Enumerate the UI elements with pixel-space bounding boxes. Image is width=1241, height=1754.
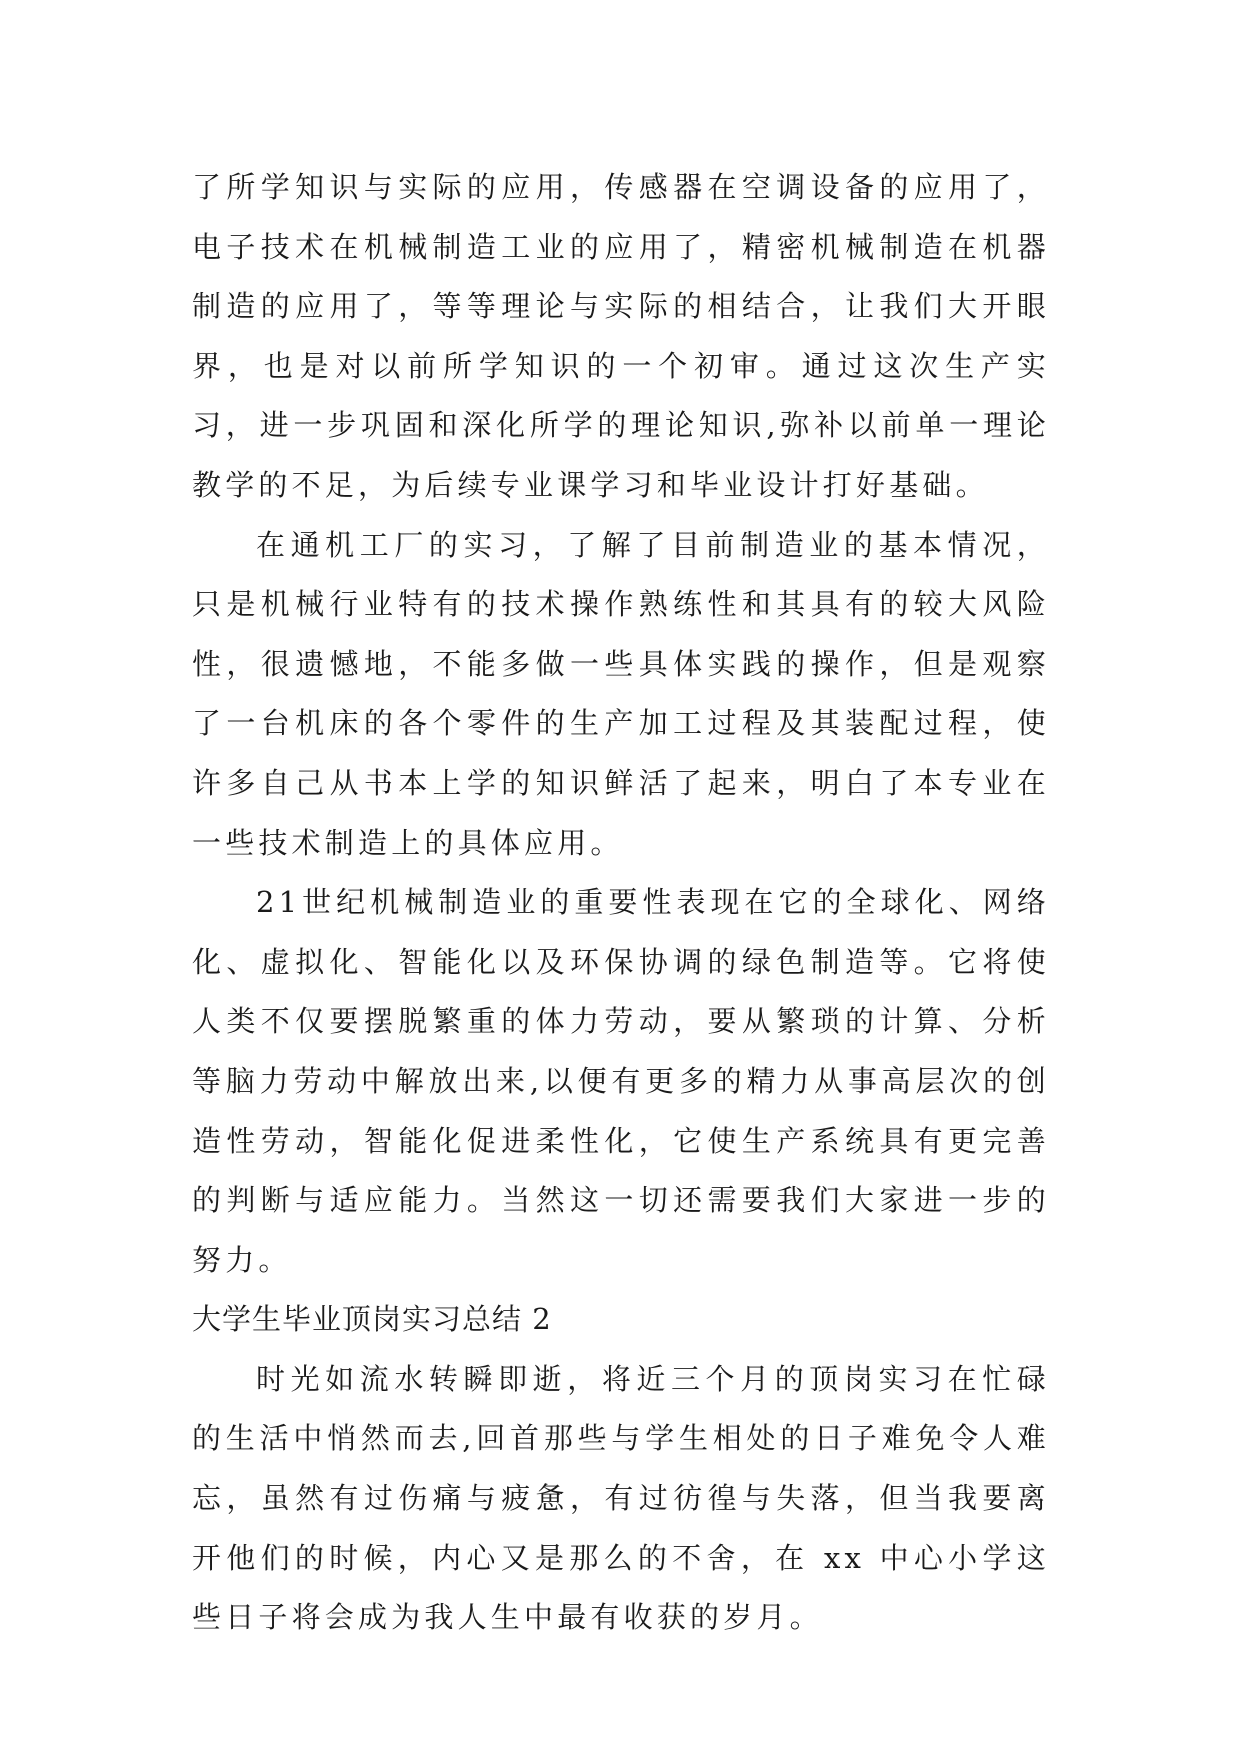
- section-paragraph-1: 时光如流水转瞬即逝，将近三个月的顶岗实习在忙碌的生活中悄然而去,回首那些与学生相处的日子难免令人难忘，虽然有过伤痛与疲惫，有过彷徨与失落，但当我要离开他们的时候，内心又是那么的不舍，在 xx 中心小学这些日子将会成为我人生中最有收获的岁月。: [192, 1361, 1050, 1635]
- document-body: [192, 158, 1050, 1648]
- paragraph-2: 在通机工厂的实习，了解了目前制造业的基本情况，只是机械行业特有的技术操作熟练性和其具有的较大风险性，很遗憾地，不能多做一些具体实践的操作，但是观察了一台机床的各个零件的生产加工过程及其装配过程，使许多自己从书本上学的知识鲜活了起来，明白了本专业在一些技术制造上的具体应用。: [192, 527, 1050, 860]
- section-title: 大学生毕业顶岗实习总结 2: [192, 1302, 552, 1337]
- paragraph-3: 21世纪机械制造业的重要性表现在它的全球化、网络化、虚拟化、智能化以及环保协调的绿色制造等。它将使人类不仅要摆脱繁重的体力劳动，要从繁琐的计算、分析等脑力劳动中解放出来,以便有更多的精力从事高层次的创造性劳动，智能化促进柔性化，它使生产系统具有更完善的判断与适应能力。当然这一切还需要我们大家进一步的努力。: [192, 885, 1050, 1277]
- paragraph-1: 了所学知识与实际的应用，传感器在空调设备的应用了，电子技术在机械制造工业的应用了，精密机械制造在机器制造的应用了，等等理论与实际的相结合，让我们大开眼界，也是对以前所学知识的一个初审。通过这次生产实习，进一步巩固和深化所学的理论知识,弥补以前单一理论教学的不足，为后续专业课学习和毕业设计打好基础。: [192, 170, 1050, 502]
